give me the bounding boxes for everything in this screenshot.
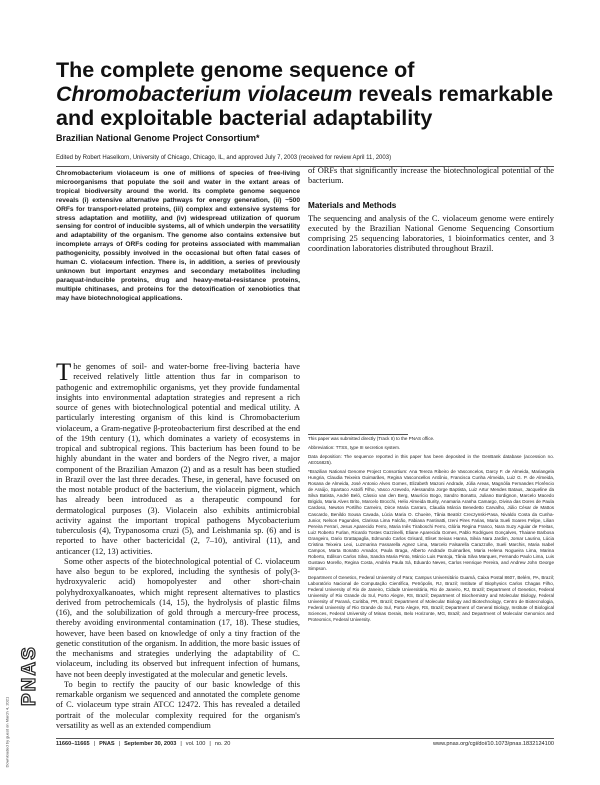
footer-date: September 30, 2003 — [124, 741, 177, 747]
pnas-logo — [18, 565, 38, 735]
intro-paragraph-1-text: he genomes of soil- and water-borne free-living bacteria have received relatively little attention thus far in comparison to pathogenic and extremophilic organisms, yet they provide fundamental insights into environmental adaptation strategies and represent a rich source of genes with biotechnological potential and medical utility. A particularly interesting organism of this kind is Chromobacterium violaceum, a Gram-negative β-proteobacterium first described at the end of the 19th century (1), which dominates a variety of ecosystems in tropical and subtropical regions. This bacterium has been found to be highly abundant in the water and borders of the Negro river, a major component of the Brazilian Amazon (2) and as a result has been studied in Brazil over the last three decades. These, in general, have focused on the most notable product of the bacterium, the violacein pigment, which has already been introduced as a therapeutic compound for dermatological purposes (3). Violacein also exhibits antimicrobial activity against the important tropical pathogens Mycobacterium tuberculosis (4), Trypanosoma cruzi (5), and Leishmania sp. (6) and is reported to have other bactericidal (2, 7–10), antiviral (11), and anticancer (12, 13) activities. — [56, 362, 300, 556]
intro-paragraph-2: Some other aspects of the biotechnological potential of C. violaceum have also begun to be explored, including the synthesis of poly(3-hydroxyvaleric acid) homopolyester and other short-chain polyhydroxyalkanoates, which might represent alternatives to plastics derived from petrochemicals (14, 15), the hydrolysis of plastic films (16), and the solubilization of gold through a mercury-free process, thereby avoiding environmental contamination (17, 18). These studies, however, have been based on knowledge of only a tiny fraction of the genetic constitution of the organism. In addition, the more basic issues of the mechanisms and strategies underlying the adaptability of C. violaceum, including its observed but infrequent infection of humans, have not been deeply investigated at the molecular and genetic levels. — [56, 556, 300, 679]
article-title — [56, 58, 556, 130]
intro-paragraph-1 — [56, 359, 300, 557]
right-column — [308, 166, 554, 255]
right-column-continuation: of ORFs that significantly increase the biotechnological potential of the bacterium. — [308, 166, 554, 186]
materials-methods-text: The sequencing and analysis of the C. violaceum genome were entirely executed by the Brazilian National Genome Sequencing Consortium comprising 25 sequencing laboratories, 1 bioinformatics center, and 3 coordination laboratories distributed throughout Brazil. — [308, 213, 554, 254]
introduction-text — [56, 359, 300, 731]
footnote-divider — [308, 434, 408, 435]
title-post: reveals remarkable and exploitable bacterial adaptability — [56, 82, 554, 130]
footnotes — [308, 436, 554, 626]
footnote-submission: This paper was submitted directly (Track II) to the PNAS office. — [308, 436, 435, 441]
pnas-logo-text: PNAS — [19, 645, 40, 706]
title-pre: The complete genome sequence of — [56, 58, 415, 82]
intro-paragraph-3: To begin to rectify the paucity of our basic knowledge of this remarkable organism we sequenced and annotated the complete genome of C. violaceum type strain ATCC 12472. This has revealed a detailed portrait of the molecular complexity required for the organism's versatility as well as an extended compendium — [56, 679, 300, 730]
download-note-text: Downloaded by guest on March 4, 2021 — [4, 696, 10, 768]
section-heading-materials-methods: Materials and Methods — [308, 200, 397, 210]
footnote-consortium: *Brazilian National Genome Project Consortium: Ana Tereza Ribeiro de Vasconcelos, Darcy F. de Almeida, Mariangela Hungria, Claudia Teixeira Guimarães, Regina Vasconcellos Antônio, Francisca Cunha Almeida, Luiz G. P. de Almeida, Rosana de Almeida, José Antonio Alves Gomes, Elizabeth Mazoni Andrade, Júlia Areas, Magnólia Fernandes Florêncio de Araújo, Spartaco Astolfi Filho, Vasco Azevedo, Alessandra Jorge Baptista, Luiz Artur Mendes Bataus, Jacqueline da Silva Batista, André Beló, Cássio van den Berg, Maurício Bogo, Sandro Bonatto, Juliano Bordignon, Marcelo Macedo Brigido, Maria Alves Brito, Marcelo Brocchi, Helio Almeida Burity, Anamaria Aranha Camargo, Divina das Dores de Paula Cardoso, Newton Portilho Carneiro, Dirce Maria Carraro, Claudia Márcia Benedetto Carvalho, Júlio César de Mattos Cascardo, Benildo Sousa Cavada, Lúcia Maria O. Chueire, Tânia Beatriz Creczynski-Pasa, Nivaldo Costa da Cunha-Junior, Nelson Fagundes, Clarissa Lima Falcão, Fabiana Fantinatti, Izeni Pires Farias, Maria Sueli Soares Felipe, Lilian Pereira Ferrari, Jesus Aparecido Ferro, Maria Inês Tiraboschi Ferro, Glória Regina Franco, Nara Suzy Aguiar de Freitas, Luiz Roberto Furlan, Ricardo Tostes Gazzinelli, Eliane Aparecida Gomes, Pablo Rodrigues Gonçalves, Thaiane Barbosa Grangeiro, Dario Grattapaglia, Edmundo Carlos Grisard, Eliset Seixas Hanna, Silvia Nara Jardim, Jomar Laurino, Lúcia Cristina Teixeira Leoi, Luzmarina Fassarella Agnez Lima, Marcelo Falsarella Carazzolle, Sueli Marchis, Maria Isabel Campos, Marta Bonatto Amador, Paula Braga, Alberto Andrade Guimarães, Maria Helena Nogueira Lima, Marina Roberto, Edilson Carlos Silva, Sandra Maria Pinto, Márcio Luis Pantoja, Tânia Silva Marques, Fernando Paulo Lima, Luis Gustavo Morello, Regina Costa, Andréa Paula Sá, Eduardo Neves, Carlos Henrique Pereira, and Andrew John George Simpson. — [308, 469, 554, 571]
footer-journal: PNAS — [99, 741, 115, 747]
title-species: Chromobacterium violaceum — [56, 82, 353, 106]
footer-citation: 11660–11665 | PNAS | September 30, 2003 | vol. 100 | no. 20 — [56, 741, 231, 747]
footer-pages: 11660–11665 — [56, 741, 90, 747]
drop-cap: T — [56, 359, 72, 386]
footer-volume: vol. 100 — [185, 741, 206, 747]
footnote-affiliations: Department of Genetics, Federal University of Para; Campus Universitário Guamá, Caixa Postal 8607, Belém, PA, Brazil; Laboratório Nacional de Computação Científica, Petrópolis, RJ, Brazil; Institute of Biophysics Carlos Chagas Filho, Federal University of Rio de Janeiro, Cidade Universitária, Rio de Janeiro, RJ, Brazil; Department of Genetics, Federal University of Rio Grande do Sul, Porto Alegre, RS, Brazil; Department of Biochemistry and Molecular Biology, Federal University of Paraná, Curitiba, PR, Brazil; Department of Molecular Biology and Biotechnology, Centro de Biotecnologia, Federal University of Rio Grande do Sul, Porto Alegre, RS, Brazil; Department of General Biology, Institute of Biological Sciences, Federal University of Minas Gerais, Belo Horizonte, MG, Brazil; and Department of Molecular Genomics and Proteomics, Federal University. — [308, 574, 554, 623]
download-note — [2, 670, 12, 770]
footnote-deposition: Data deposition: The sequence reported in this paper has been deposited in the GenBank database (accession no. AE016825). — [308, 454, 554, 466]
footer-doi-link[interactable]: www.pnas.org/cgi/doi/10.1073/pnas.1832124100 — [433, 741, 554, 747]
author-line[interactable]: Brazilian National Genome Project Consortium* — [56, 133, 260, 143]
abstract: Chromobacterium violaceum is one of millions of species of free-living microorganisms that populate the soil and water in the extant areas of tropical biodiversity around the world. Its complete genome sequence reveals (i) extensive alternative pathways for energy generation, (ii) ~500 ORFs for transport-related proteins, (iii) complex and extensive systems for stress adaptation and motility, and (iv) widespread utilization of quorum sensing for control of inducible systems, all of which underpin the versatility and adaptability of the organism. The genome also contains extensive but incomplete arrays of ORFs coding for proteins associated with mammalian pathogenicity, possibly involved in the occasional but often fatal cases of human C. violaceum infection. There is, in addition, a series of previously unknown but important enzymes and secondary metabolites including paraquat-inducible proteins, drug and heavy-metal-resistance proteins, multiple chitinases, and proteins for the detoxification of xenobiotics that may have biotechnological applications. — [56, 170, 300, 302]
footer-divider — [56, 738, 554, 739]
edited-by-line: Edited by Robert Haselkorn, University of Chicago, Chicago, IL, and approved July 7, 2003 (received for review April 11, 2003) — [56, 155, 392, 161]
footnote-abbreviation: Abbreviation: TTSS, type III secretion system. — [308, 445, 401, 451]
footer-issue: no. 20 — [214, 741, 231, 747]
